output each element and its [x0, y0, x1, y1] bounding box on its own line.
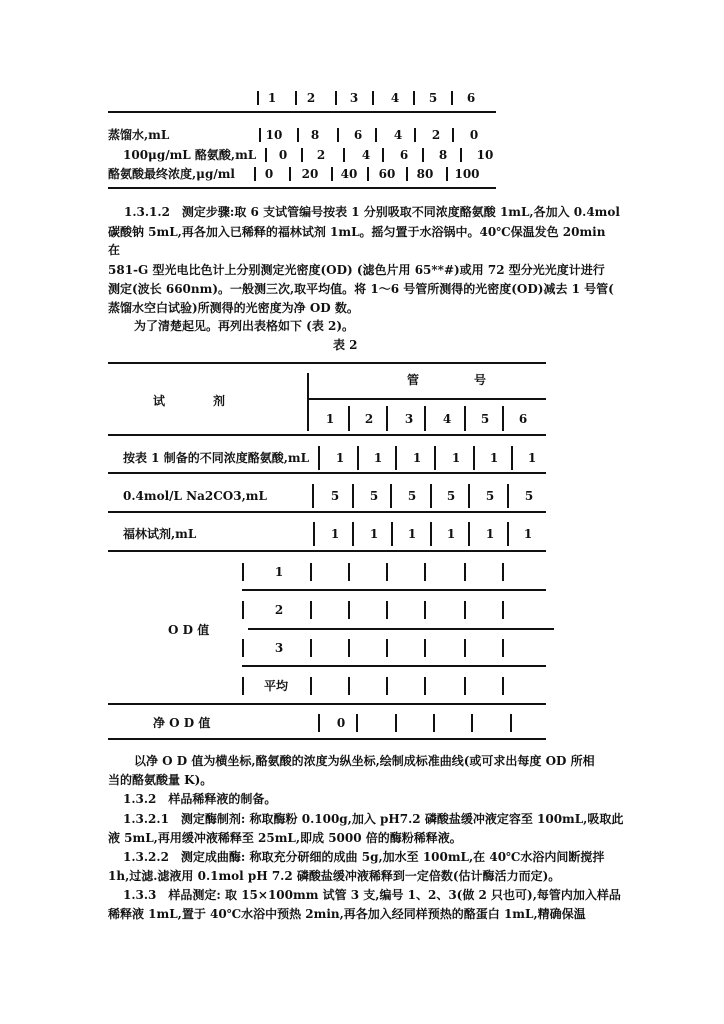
table1-rule: [108, 111, 496, 113]
divider: [242, 639, 244, 657]
divider: [242, 601, 244, 619]
divider: [337, 128, 339, 142]
text-line: 测定(波长 660nm)。一般测三次,取平均值。将 1～6 号管所测得的光密度(OD)减去 1 号管(: [108, 282, 614, 296]
table1-cell: 80: [416, 167, 434, 181]
od-label: O D 值: [168, 623, 210, 637]
text-line: 1.3.2.1 测定酶制剂: 称取酶粉 0.100g,加入 pH7.2 磷酸盐缓冲液定容至 100mL,吸取此: [123, 812, 624, 826]
table1-row-label: 100μg/mL 酪氨酸,mL: [123, 148, 257, 162]
net-od-cell: 0: [336, 716, 346, 730]
divider: [259, 128, 261, 142]
reagent-row-label: 按表 1 制备的不同浓度酪氨酸,mL: [123, 451, 310, 465]
table1-row-label: 酪氨酸最终浓度,μg/ml: [108, 167, 235, 181]
divider: [511, 446, 513, 470]
reagent-cell: 1: [335, 451, 345, 465]
od-rule: [242, 589, 546, 591]
table1-cell: 6: [399, 148, 409, 162]
divider: [307, 373, 309, 431]
table2-rule: [108, 434, 546, 436]
reagent-cell: 1: [523, 527, 533, 541]
table1-row-label: 蒸馏水,mL: [108, 128, 170, 142]
divider: [301, 148, 303, 162]
divider: [352, 522, 354, 546]
divider: [464, 677, 466, 695]
divider: [434, 446, 436, 470]
divider: [357, 446, 359, 470]
table1-cell: 0: [264, 167, 274, 181]
table1-cell: 60: [378, 167, 396, 181]
table1-cell: 0: [278, 148, 288, 162]
table1-header-2: 2: [306, 91, 316, 105]
table1-cell: 40: [340, 167, 358, 181]
divider: [451, 91, 453, 105]
divider: [242, 677, 244, 695]
divider: [502, 601, 504, 619]
net-od-label: 净 O D 值: [153, 716, 211, 730]
text-line: 以净 O D 值为横坐标,酪氨酸的浓度为纵坐标,绘制成标准曲线(或可求出每度 OD 所相: [134, 754, 595, 768]
reagent-cell: 1: [485, 527, 495, 541]
divider: [372, 91, 374, 105]
table1-cell: 20: [301, 167, 319, 181]
divider: [310, 601, 312, 619]
text-line: 稀释液 1mL,置于 40℃水浴中预热 2min,再各加入经同样预热的酪蛋白 1mL,精确保温: [108, 907, 586, 921]
table1-cell: 2: [316, 148, 326, 162]
od-row-label: 1: [274, 565, 284, 579]
divider: [348, 639, 350, 657]
divider: [386, 406, 388, 431]
divider: [310, 677, 312, 695]
divider: [331, 167, 333, 181]
divider: [310, 639, 312, 657]
table1-cell: 4: [361, 148, 371, 162]
divider: [433, 714, 435, 732]
table2-caption: 表 2: [333, 338, 358, 352]
table1-cell: 6: [353, 128, 363, 142]
table1-cell: 4: [393, 128, 403, 142]
text-line: 碳酸钠 5mL,再各加入已稀释的福林试剂 1mL。摇匀置于水浴锅中。40℃保温发色 20min: [108, 225, 606, 239]
divider: [386, 601, 388, 619]
table1-header-3: 3: [349, 91, 359, 105]
text-line: 1.3.1.2 测定步骤:取 6 支试管编号按表 1 分别吸取不同浓度酪氨酸 1mL,各加入 0.4mol: [124, 205, 620, 219]
divider: [254, 167, 256, 181]
reagent-cell: 5: [524, 489, 534, 503]
table1-header-4: 4: [390, 91, 400, 105]
divider: [386, 677, 388, 695]
divider: [395, 714, 397, 732]
divider: [348, 601, 350, 619]
divider: [510, 714, 512, 732]
divider: [242, 563, 244, 581]
reagent-cell: 1: [330, 527, 340, 541]
reagent-cell: 5: [446, 489, 456, 503]
divider: [390, 484, 392, 508]
divider: [386, 639, 388, 657]
divider: [422, 148, 424, 162]
divider: [424, 639, 426, 657]
divider: [468, 522, 470, 546]
divider: [464, 563, 466, 581]
table1-cell: 10: [476, 148, 494, 162]
reagent-cell: 1: [527, 451, 537, 465]
divider: [452, 128, 454, 142]
divider: [413, 91, 415, 105]
text-line: 为了清楚起见。再列出表格如下 (表 2)。: [134, 319, 355, 333]
reagent-cell: 5: [369, 489, 379, 503]
table1-header-5: 5: [428, 91, 438, 105]
divider: [430, 484, 432, 508]
divider: [424, 563, 426, 581]
reagent-cell: 5: [485, 489, 495, 503]
tube-header: 号: [474, 373, 487, 387]
divider: [297, 128, 299, 142]
od-row-label: 3: [274, 641, 284, 655]
text-line: 1h,过滤.滤液用 0.1mol pH 7.2 磷酸盐缓冲液稀释到一定倍数(估计酶活力而定)。: [108, 869, 561, 883]
divider: [424, 406, 426, 431]
divider: [318, 446, 320, 470]
text-line: 1.3.2 样品稀释液的制备。: [123, 792, 277, 806]
divider: [295, 91, 297, 105]
text-line: 当的酪氨酸量 K)。: [108, 773, 213, 787]
divider: [343, 148, 345, 162]
divider: [473, 446, 475, 470]
tube-header: 管: [407, 373, 420, 387]
divider: [348, 563, 350, 581]
table2-rule: [108, 738, 546, 740]
divider: [395, 446, 397, 470]
table2-rule: [108, 550, 546, 552]
table1-rule: [108, 187, 496, 189]
divider: [424, 601, 426, 619]
table1-cell: 2: [431, 128, 441, 142]
tube-number: 4: [442, 412, 452, 426]
divider: [265, 148, 267, 162]
table2-rule: [108, 511, 546, 513]
text-line: 蒸馏水空白试验)所测得的光密度为净 OD 数。: [108, 301, 359, 315]
divider: [356, 714, 358, 732]
divider: [310, 563, 312, 581]
divider: [430, 522, 432, 546]
divider: [446, 167, 448, 181]
divider: [318, 714, 320, 732]
table2-rule: [108, 703, 546, 705]
divider: [471, 714, 473, 732]
table1-cell: 8: [310, 128, 320, 142]
reagent-header: 试 剂: [153, 394, 226, 408]
reagent-row-label: 福林试剂,mL: [123, 527, 197, 541]
divider: [382, 148, 384, 162]
divider: [313, 522, 315, 546]
reagent-cell: 1: [412, 451, 422, 465]
divider: [502, 563, 504, 581]
divider: [348, 406, 350, 431]
divider: [507, 484, 509, 508]
divider: [414, 128, 416, 142]
od-row-label: 平均: [263, 679, 289, 693]
reagent-cell: 1: [407, 527, 417, 541]
text-line: 1.3.2.2 测定成曲酶: 称取充分研细的成曲 5g,加水至 100mL,在 40℃水浴内间断搅拌: [123, 850, 605, 864]
table1-header-1: 1: [267, 91, 277, 105]
tube-number: 5: [480, 412, 490, 426]
table2-rule: [108, 472, 546, 474]
tube-number: 3: [404, 412, 414, 426]
reagent-cell: 5: [330, 489, 340, 503]
table1-cell: 0: [469, 128, 479, 142]
divider: [257, 91, 259, 105]
tube-number: 1: [325, 412, 335, 426]
tube-number: 6: [518, 412, 528, 426]
reagent-cell: 1: [373, 451, 383, 465]
divider: [312, 484, 314, 508]
od-row-label: 2: [274, 603, 284, 617]
divider: [289, 167, 291, 181]
divider: [367, 167, 369, 181]
divider: [464, 601, 466, 619]
table2-rule: [308, 398, 546, 400]
divider: [460, 148, 462, 162]
text-line: 581-G 型光电比色计上分别测定光密度(OD) (滤色片用 65**#)或用 72 型分光光度计进行: [108, 263, 605, 277]
text-line: 1.3.3 样品测定: 取 15×100mm 试管 3 支,编号 1、2、3(做 2 只也可),每管内加入样品: [123, 888, 621, 902]
divider: [348, 677, 350, 695]
divider: [464, 406, 466, 431]
table1-header-6: 6: [466, 91, 476, 105]
divider: [406, 167, 408, 181]
text-line: 在: [108, 243, 121, 257]
reagent-cell: 1: [446, 527, 456, 541]
table1-cell: 10: [265, 128, 283, 142]
table2-rule: [108, 362, 546, 364]
text-line: 液 5mL,再用缓冲液稀释至 25mL,即成 5000 倍的酶粉稀释液。: [108, 831, 462, 845]
reagent-row-label: 0.4mol/L Na2CO3,mL: [123, 489, 267, 503]
table1-cell: 8: [438, 148, 448, 162]
divider: [352, 484, 354, 508]
table1-cell: 100: [454, 167, 480, 181]
divider: [375, 128, 377, 142]
divider: [468, 484, 470, 508]
od-rule: [242, 665, 546, 667]
reagent-cell: 1: [451, 451, 461, 465]
divider: [502, 406, 504, 431]
od-rule: [248, 628, 554, 630]
tube-number: 2: [364, 412, 374, 426]
divider: [507, 522, 509, 546]
divider: [391, 522, 393, 546]
divider: [424, 677, 426, 695]
divider: [386, 563, 388, 581]
divider: [335, 91, 337, 105]
divider: [464, 639, 466, 657]
reagent-cell: 1: [369, 527, 379, 541]
reagent-cell: 1: [489, 451, 499, 465]
divider: [502, 639, 504, 657]
reagent-cell: 5: [407, 489, 417, 503]
divider: [502, 677, 504, 695]
